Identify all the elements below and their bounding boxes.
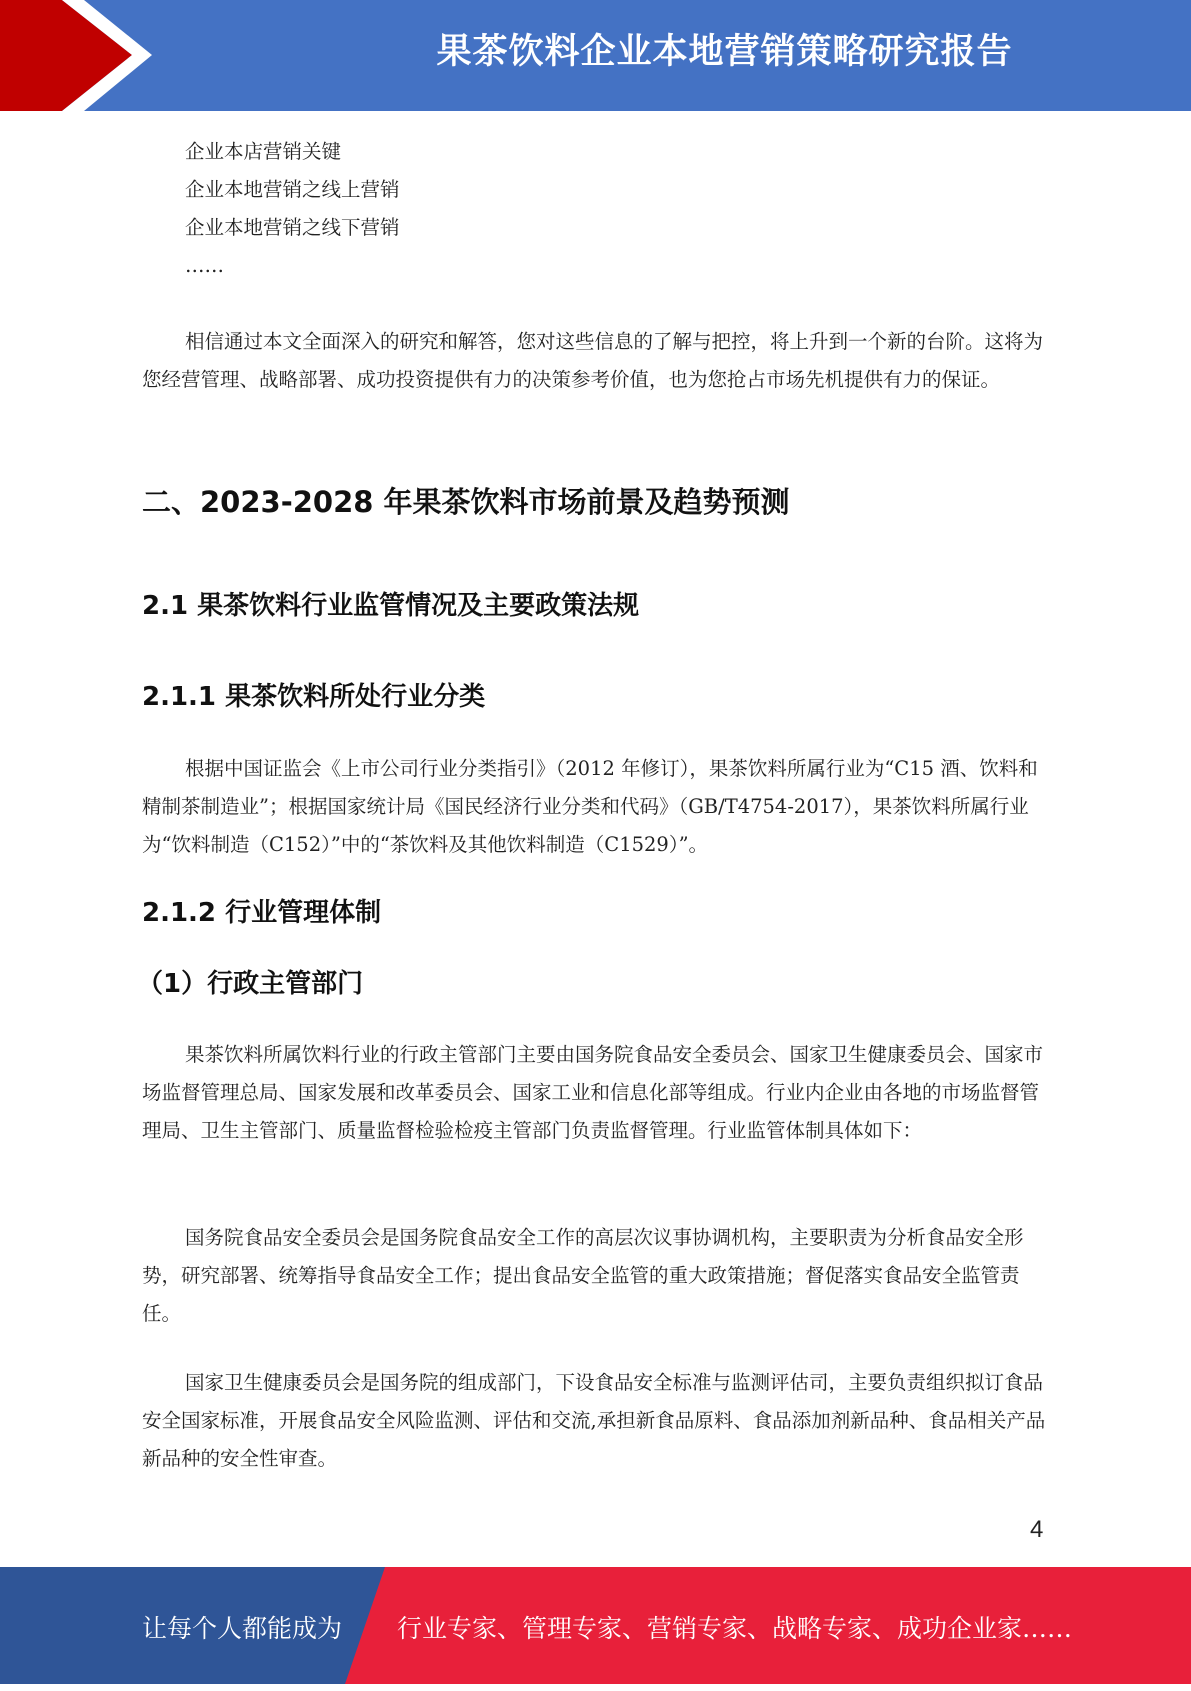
footer-slogan-left: 让每个人都能成为 xyxy=(142,1614,343,1643)
health-commission-paragraph: 国家卫生健康委员会是国务院的组成部门，下设食品安全标准与监测评估司，主要负责组织拟订食品安全国家标准，开展食品安全风险监测、评估和交流,承担新食品原料、食品添加剂新品种、食品相关产品新品种的安全性审查。 xyxy=(142,1371,1046,1470)
footer-slogan-right: 行业专家、管理专家、营销专家、战略专家、成功企业家…… xyxy=(397,1614,1073,1643)
subsection-heading: （1）行政主管部门 xyxy=(137,969,364,999)
list-item: 企业本店营销关键 xyxy=(185,140,342,163)
subsection-heading: 2.1 果茶饮料行业监管情况及主要政策法规 xyxy=(142,591,640,621)
page-header xyxy=(0,0,1191,111)
intro-paragraph: 相信通过本文全面深入的研究和解答，您对这些信息的了解与把控，将上升到一个新的台阶。这将为您经营管理、战略部署、成功投资提供有力的决策参考价值，也为您抢占市场先机提供有力的保证。 xyxy=(142,330,1044,391)
subsection-heading: 2.1.2 行业管理体制 xyxy=(142,898,382,928)
page-footer xyxy=(0,1567,1191,1684)
section-heading: 二、2023-2028 年果茶饮料市场前景及趋势预测 xyxy=(142,485,790,519)
header-title: 果茶饮料企业本地营销策略研究报告 xyxy=(436,32,1013,72)
admin-paragraph: 果茶饮料所属饮料行业的行政主管部门主要由国务院食品安全委员会、国家卫生健康委员会、国家市场监督管理总局、国家发展和改革委员会、国家工业和信息化部等组成。行业内企业由各地的市场监督管理局、卫生主管部门、质量监督检验检疫主管部门负责监督管理。行业监管体制具体如下： xyxy=(142,1043,1044,1142)
list-item: 企业本地营销之线下营销 xyxy=(185,216,400,239)
food-safety-paragraph: 国务院食品安全委员会是国务院食品安全工作的高层次议事协调机构，主要职责为分析食品安全形势，研究部署、统筹指导食品安全工作；提出食品安全监管的重大政策措施；督促落实食品安全监管责任。 xyxy=(142,1226,1024,1325)
header-arrow-decoration xyxy=(0,0,160,111)
page-number: 4 xyxy=(1030,1516,1044,1543)
subsection-heading: 2.1.1 果茶饮料所处行业分类 xyxy=(142,682,486,712)
list-item: …… xyxy=(185,254,224,277)
list-item: 企业本地营销之线上营销 xyxy=(185,178,400,201)
classification-paragraph: 根据中国证监会《上市公司行业分类指引》（2012 年修订），果茶饮料所属行业为“C15 酒、饮料和精制茶制造业”；根据国家统计局《国民经济行业分类和代码》（GB/T4754-2017），果茶饮料所属行业为“饮料制造（C152）”中的“茶饮料及其他饮料制造（C1529）”。 xyxy=(142,757,1038,856)
